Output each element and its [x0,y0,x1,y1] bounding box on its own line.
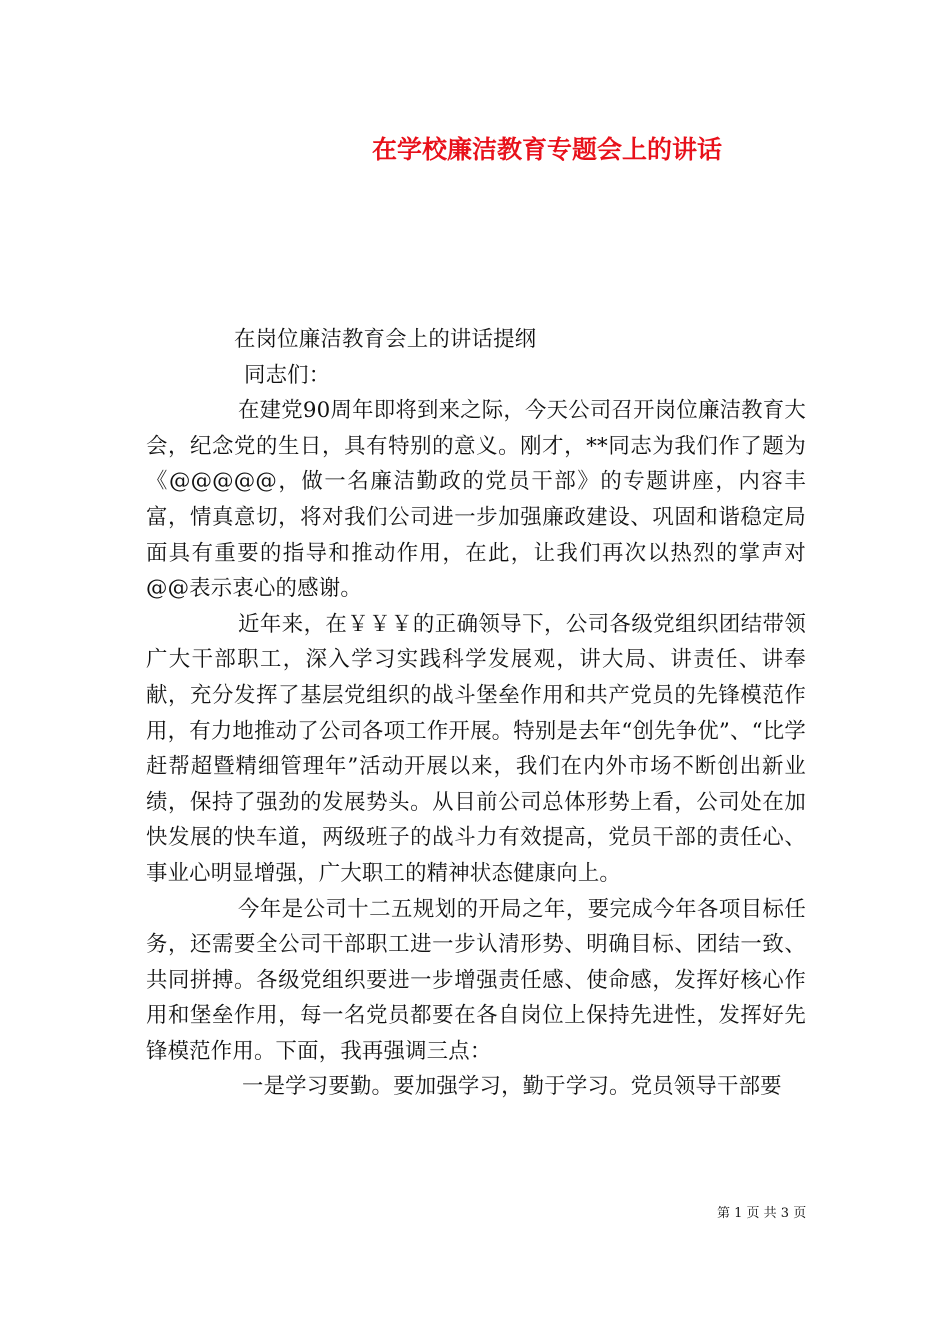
salutation: 同志们： [244,362,331,388]
document-title: 在学校廉洁教育专题会上的讲话 [372,135,723,164]
document-subtitle: 在岗位廉洁教育会上的讲话提纲 [234,327,537,352]
paragraph-3: 今年是公司十二五规划的开局之年，要完成今年各项目标任务，还需要全公司干部职工进一步认清形势、明确目标、团结一致、共同拼搏。各级党组织要进一步增强责任感、使命感，发挥好核心作用和堡垒作用，每一名党员都要在各自岗位上保持先进性，发挥好先锋模范作用。下面，我再强调三点： [146,896,806,1064]
paragraph-2: 近年来，在￥￥￥的正确领导下，公司各级党组织团结带领广大干部职工，深入学习实践科学发展观，讲大局、讲责任、讲奉献，充分发挥了基层党组织的战斗堡垒作用和共产党员的先锋模范作用，有力地推动了公司各项工作开展。特别是去年“创先争优”、“比学赶帮超暨精细管理年”活动开展以来，我们在内外市场不断创出新业绩，保持了强劲的发展势头。从目前公司总体形势上看，公司处在加快发展的快车道，两级班子的战斗力有效提高，党员干部的责任心、事业心明显增强，广大职工的精神状态健康向上。 [146,611,806,886]
document-body [146,322,806,1105]
paragraph-4: 一是学习要勤。要加强学习，勤于学习。党员领导干部要 [242,1074,782,1100]
paragraph-1: 在建党90周年即将到来之际，今天公司召开岗位廉洁教育大会，纪念党的生日，具有特别的意义。刚才，**同志为我们作了题为《@@@@@，做一名廉洁勤政的党员干部》的专题讲座，内容丰富，情真意切，将对我们公司进一步加强廉政建设、巩固和谐稳定局面具有重要的指导和推动作用，在此，让我们再次以热烈的掌声对@@表示衷心的感谢。 [146,398,806,602]
page-number-footer: 第 1 页 共 3 页 [717,1206,807,1221]
